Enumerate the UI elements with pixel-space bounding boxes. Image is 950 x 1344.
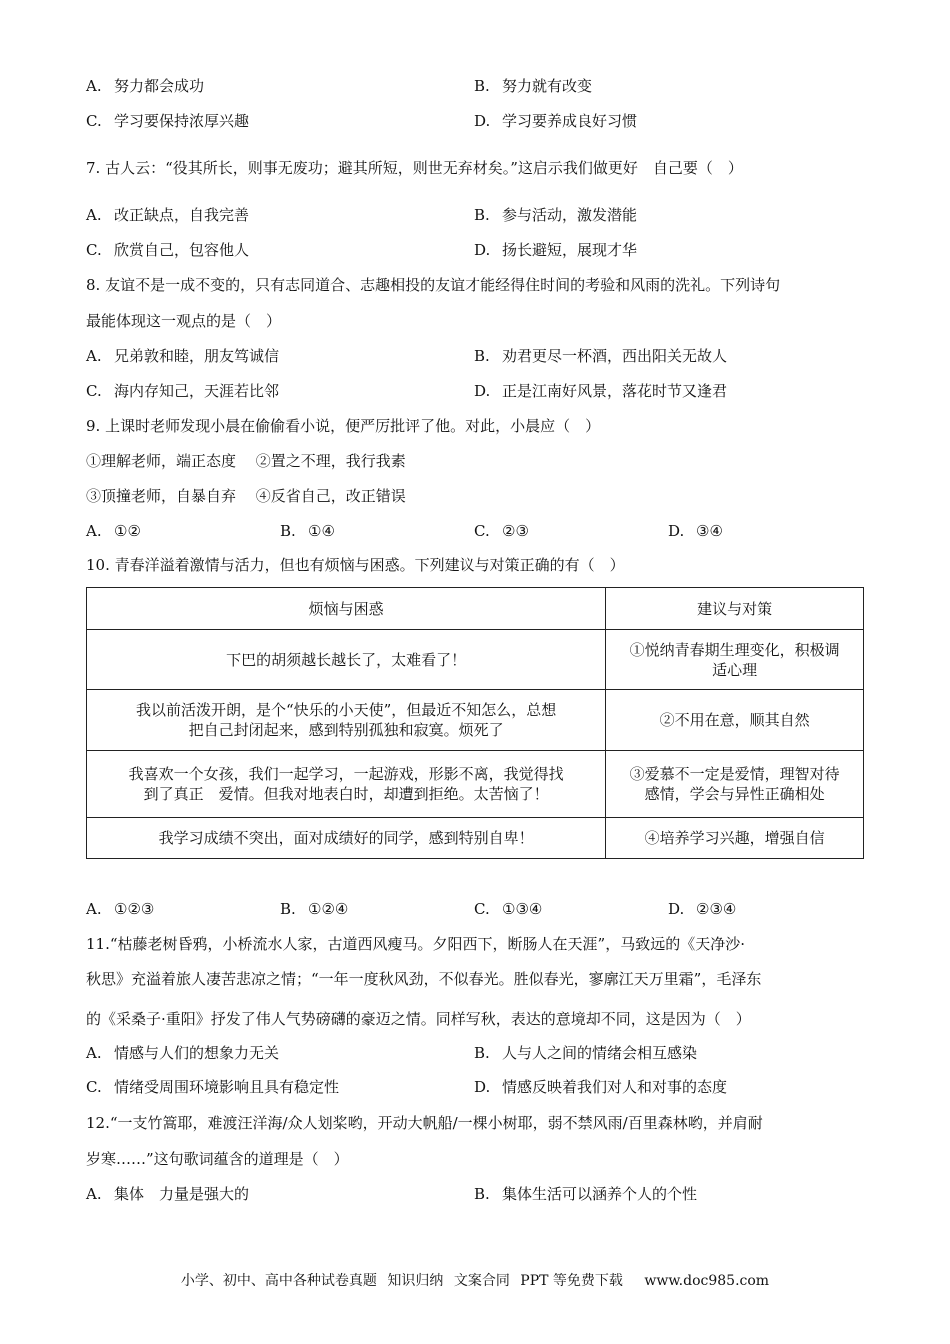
table-row bbox=[87, 751, 864, 818]
q9-items-line1: ①理解老师，端正态度 ②置之不理，我行我素 bbox=[86, 452, 406, 470]
q11-stem-line2: 秋思》充溢着旅人凄苦悲凉之情；“一年一度秋风劲，不似春光。胜似春光，寥廓江天万里霜”，毛泽东 bbox=[86, 970, 762, 988]
q8-option-a: A. 兄弟敦和睦，朋友笃诚信 bbox=[86, 347, 280, 365]
q7-option-d: D. 扬长避短，展现才华 bbox=[474, 241, 638, 259]
q11-option-d: D. 情感反映着我们对人和对事的态度 bbox=[474, 1078, 728, 1096]
q9-option-c: C. ②③ bbox=[474, 522, 529, 540]
table-cell-trouble: 我学习成绩不突出，面对成绩好的同学，感到特别自卑！ bbox=[87, 818, 606, 859]
q10-option-d: D. ②③④ bbox=[668, 900, 737, 918]
q6-option-a: A. 努力都会成功 bbox=[86, 77, 205, 95]
q12-stem-line1: 12.“一支竹篙耶，难渡汪洋海/众人划桨哟，开动大帆船/一棵小树耶，弱不禁风雨/百里森林哟，并肩耐 bbox=[86, 1114, 763, 1132]
table-cell-advice: ②不用在意，顺其自然 bbox=[606, 690, 864, 751]
q10-option-c: C. ①③④ bbox=[474, 900, 543, 918]
q9-option-b: B. ①④ bbox=[280, 522, 335, 540]
table-cell-advice: ④培养学习兴趣，增强自信 bbox=[606, 818, 864, 859]
footer-site-link[interactable]: www.doc985.com bbox=[644, 1273, 770, 1289]
q12-option-a: A. 集体 力量是强大的 bbox=[86, 1185, 250, 1203]
q10-option-b: B. ①②④ bbox=[280, 900, 349, 918]
table-header-cell: 烦恼与困惑 bbox=[87, 588, 606, 630]
q10-option-a: A. ①②③ bbox=[86, 900, 155, 918]
q7-option-c: C. 欣赏自己，包容他人 bbox=[86, 241, 250, 259]
q9-stem: 9. 上课时老师发现小晨在偷偷看小说，便严厉批评了他。对此，小晨应（ ） bbox=[86, 417, 601, 435]
q8-stem-line1: 8. 友谊不是一成不变的，只有志同道合、志趣相投的友谊才能经得住时间的考验和风雨的洗礼。下列诗句 bbox=[86, 276, 781, 294]
q10-table bbox=[86, 587, 864, 859]
q7-stem: 7. 古人云：“役其所长，则事无废功；避其所短，则世无弃材矣。”这启示我们做更好 自己要（ ） bbox=[86, 159, 743, 177]
q12-stem-line2: 岁寒……”这句歌词蕴含的道理是（ ） bbox=[86, 1150, 349, 1168]
q11-stem-line3: 的《采桑子·重阳》抒发了伟人气势磅礴的豪迈之情。同样写秋，表达的意境却不同，这是因为（ ） bbox=[86, 1010, 751, 1028]
q8-stem-line2: 最能体现这一观点的是（ ） bbox=[86, 312, 282, 330]
table-row bbox=[87, 690, 864, 751]
q7-option-a: A. 改正缺点，自我完善 bbox=[86, 206, 250, 224]
page-footer: 小学、初中、高中各种试卷真题 知识归纳 文案合同 PPT 等免费下载 www.doc985.com bbox=[180, 1273, 770, 1289]
q12-option-b: B. 集体生活可以涵养个人的个性 bbox=[474, 1185, 698, 1203]
table-cell-trouble: 下巴的胡须越长越长了，太难看了！ bbox=[87, 630, 606, 690]
q11-option-c: C. 情绪受周围环境影响且具有稳定性 bbox=[86, 1078, 340, 1096]
q6-option-d: D. 学习要养成良好习惯 bbox=[474, 112, 638, 130]
q8-option-d: D. 正是江南好风景，落花时节又逢君 bbox=[474, 382, 728, 400]
table-row bbox=[87, 630, 864, 690]
q11-stem-line1: 11.“枯藤老树昏鸦，小桥流水人家，古道西风瘦马。夕阳西下，断肠人在天涯”，马致远的《天净沙· bbox=[86, 935, 745, 953]
table-cell-trouble: 我以前活泼开朗，是个“快乐的小天使”，但最近不知怎么，总想 把自己封闭起来，感到特别孤独和寂寞。烦死了 bbox=[87, 690, 606, 751]
q9-items-line2: ③顶撞老师，自暴自弃 ④反省自己，改正错误 bbox=[86, 487, 406, 505]
q11-option-a: A. 情感与人们的想象力无关 bbox=[86, 1044, 280, 1062]
q7-option-b: B. 参与活动，激发潜能 bbox=[474, 206, 638, 224]
q10-stem: 10. 青春洋溢着激情与活力，但也有烦恼与困惑。下列建议与对策正确的有（ ） bbox=[86, 556, 625, 574]
table-cell-advice: ①悦纳青春期生理变化，积极调 适心理 bbox=[606, 630, 864, 690]
table-header-cell: 建议与对策 bbox=[606, 588, 864, 630]
table-cell-trouble: 我喜欢一个女孩，我们一起学习，一起游戏，形影不离，我觉得找 到了真正 爱情。但我对地表白时，却遭到拒绝。太苦恼了！ bbox=[87, 751, 606, 818]
q8-option-b: B. 劝君更尽一杯酒，西出阳关无故人 bbox=[474, 347, 728, 365]
table-header-row bbox=[87, 588, 864, 630]
q9-option-d: D. ③④ bbox=[668, 522, 723, 540]
q9-option-a: A. ①② bbox=[86, 522, 141, 540]
table-row bbox=[87, 818, 864, 859]
table-cell-advice: ③爱慕不一定是爱情，理智对待 感情，学会与异性正确相处 bbox=[606, 751, 864, 818]
q11-option-b: B. 人与人之间的情绪会相互感染 bbox=[474, 1044, 698, 1062]
q8-option-c: C. 海内存知己，天涯若比邻 bbox=[86, 382, 280, 400]
q6-option-b: B. 努力就有改变 bbox=[474, 77, 593, 95]
q6-option-c: C. 学习要保持浓厚兴趣 bbox=[86, 112, 250, 130]
